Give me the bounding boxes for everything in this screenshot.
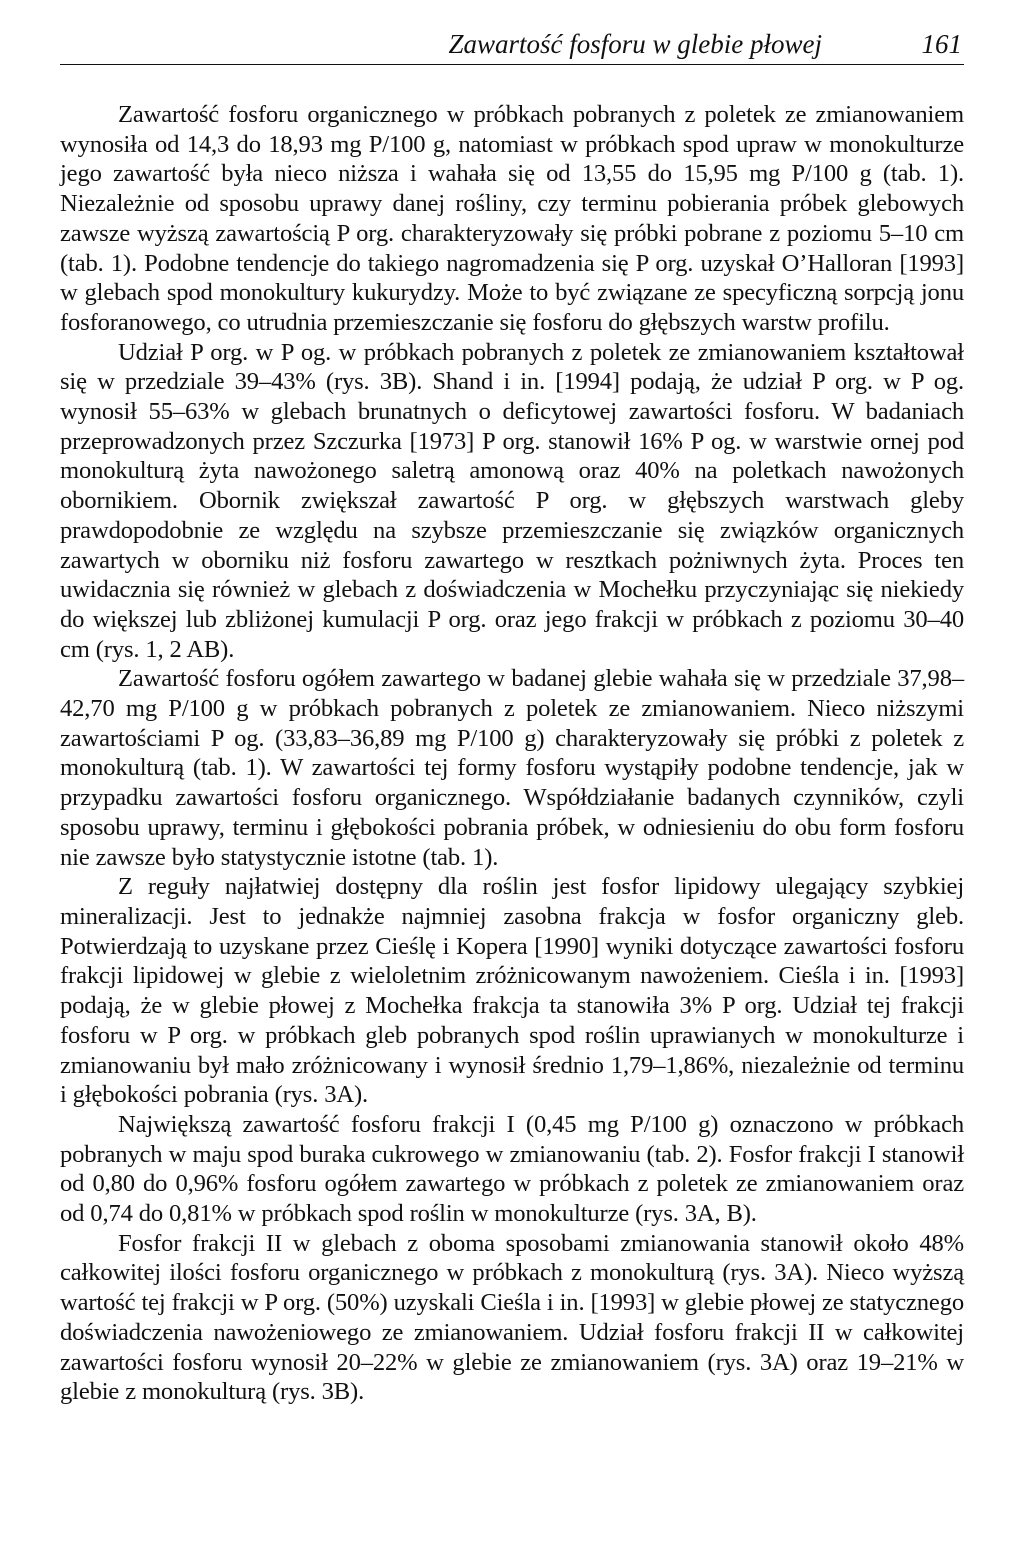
paragraph-p-org-share: Udział P org. w P og. w próbkach pobranych z poletek ze zmianowaniem kształtował się w przedziale 39–43% (rys. 3B). Shand i in. [1994] podają, że udział P org. w P og. wynosił 55–63% w glebach brunatnych o deficytowej zawartości fosforu. W badaniach przeprowadzonych przez Szczurka [1973] P org. stanowił 16% P og. w warstwie ornej pod monokulturą żyta nawożonego saletrą amonową oraz 40% na poletkach nawożonych obornikiem. Obornik zwiększał zawartość P org. w głębszych warstwach gleby prawdopodobnie ze względu na szybsze przemieszczanie się związków organicznych zawartych w oborniku niż fosforu zawartego w resztkach pożniwnych żyta. Proces ten uwidacznia się również w glebach z doświadczenia w Mochełku przyczyniając się niekiedy do większej lub zbliżonej kumulacji P org. oraz jego frakcji w próbkach z poziomu 30–40 cm (rys. 1, 2 AB).: [60, 338, 964, 663]
paragraph-organic-phosphorus: Zawartość fosforu organicznego w próbkach pobranych z poletek ze zmianowaniem wynosiła od 14,3 do 18,93 mg P/100 g, natomiast w próbkach spod upraw w monokulturze jego zawartość była nieco niższa i wahała się od 13,55 do 15,95 mg P/100 g (tab. 1). Niezależnie od sposobu uprawy danej rośliny, czy terminu pobierania próbek glebowych zawsze wyższą zawartością P org. charakteryzowały się próbki pobrane z poziomu 5–10 cm (tab. 1). Podobne tendencje do takiego nagromadzenia się P org. uzyskał O’Halloran [1993] w glebach spod monokultury kukurydzy. Może to być związane ze specyficzną sorpcją jonu fosforanowego, co utrudnia przemieszczanie się fosforu do głębszych warstw profilu.: [60, 101, 964, 336]
paragraph-total-phosphorus: Zawartość fosforu ogółem zawartego w badanej glebie wahała się w przedziale 37,98–42,70 mg P/100 g w próbkach pobranych z poletek ze zmianowaniem. Nieco niższymi zawartościami P og. (33,83–36,89 mg P/100 g) charakteryzowały się próbki z poletek z monokulturą (tab. 1). W zawartości tej formy fosforu wystąpiły podobne tendencje, jak w przypadku zawartości fosforu organicznego. Współdziałanie badanych czynników, czyli sposobu uprawy, terminu i głębokości pobrania próbek, w odniesieniu do obu form fosforu nie zawsze było statystycznie istotne (tab. 1).: [60, 665, 964, 871]
running-header: [60, 24, 964, 65]
body-text: [60, 100, 964, 1407]
paragraph-lipid-phosphorus: Z reguły najłatwiej dostępny dla roślin jest fosfor lipidowy ulegający szybkiej mineralizacji. Jest to jednakże najmniej zasobna frakcja w fosfor organiczny gleb. Potwierdzają to uzyskane przez Cieślę i Kopera [1990] wyniki dotyczące zawartości fosforu frakcji lipidowej w glebie z wieloletnim zróżnicowanym nawożeniem. Cieśla i in. [1993] podają, że w glebie płowej z Mochełka frakcja ta stanowiła 3% P org. Udział tej frakcji fosforu w P org. w próbkach gleb pobranych spod roślin uprawianych w monokulturze i zmianowaniu był mało zróżnicowany i wynosił średnio 1,79–1,86%, niezależnie od terminu i głębokości pobrania (rys. 3A).: [60, 873, 964, 1109]
paragraph-fraction-one: Największą zawartość fosforu frakcji I (0,45 mg P/100 g) oznaczono w próbkach pobranych w maju spod buraka cukrowego w zmianowaniu (tab. 2). Fosfor frakcji I stanowił od 0,80 do 0,96% fosforu ogółem zawartego w próbkach z poletek ze zmianowaniem oraz od 0,74 do 0,81% w próbkach spod roślin w monokulturze (rys. 3A, B).: [60, 1110, 964, 1228]
page: [60, 24, 964, 1407]
running-title: Zawartość fosforu w glebie płowej: [448, 29, 822, 59]
page-number: 161: [921, 29, 962, 59]
paragraph-fraction-two: Fosfor frakcji II w glebach z oboma sposobami zmianowania stanowił około 48% całkowitej ilości fosforu organicznego w próbkach z monokulturą (rys. 3A). Nieco wyższą wartość tej frakcji w P org. (50%) uzyskali Cieśla i in. [1993] w glebie płowej ze statycznego doświadczenia nawożeniowego ze zmianowaniem. Udział fosforu frakcji II w całkowitej zawartości fosforu wynosił 20–22% w glebie ze zmianowaniem (rys. 3A) oraz 19–21% w glebie z monokulturą (rys. 3B).: [60, 1229, 964, 1406]
